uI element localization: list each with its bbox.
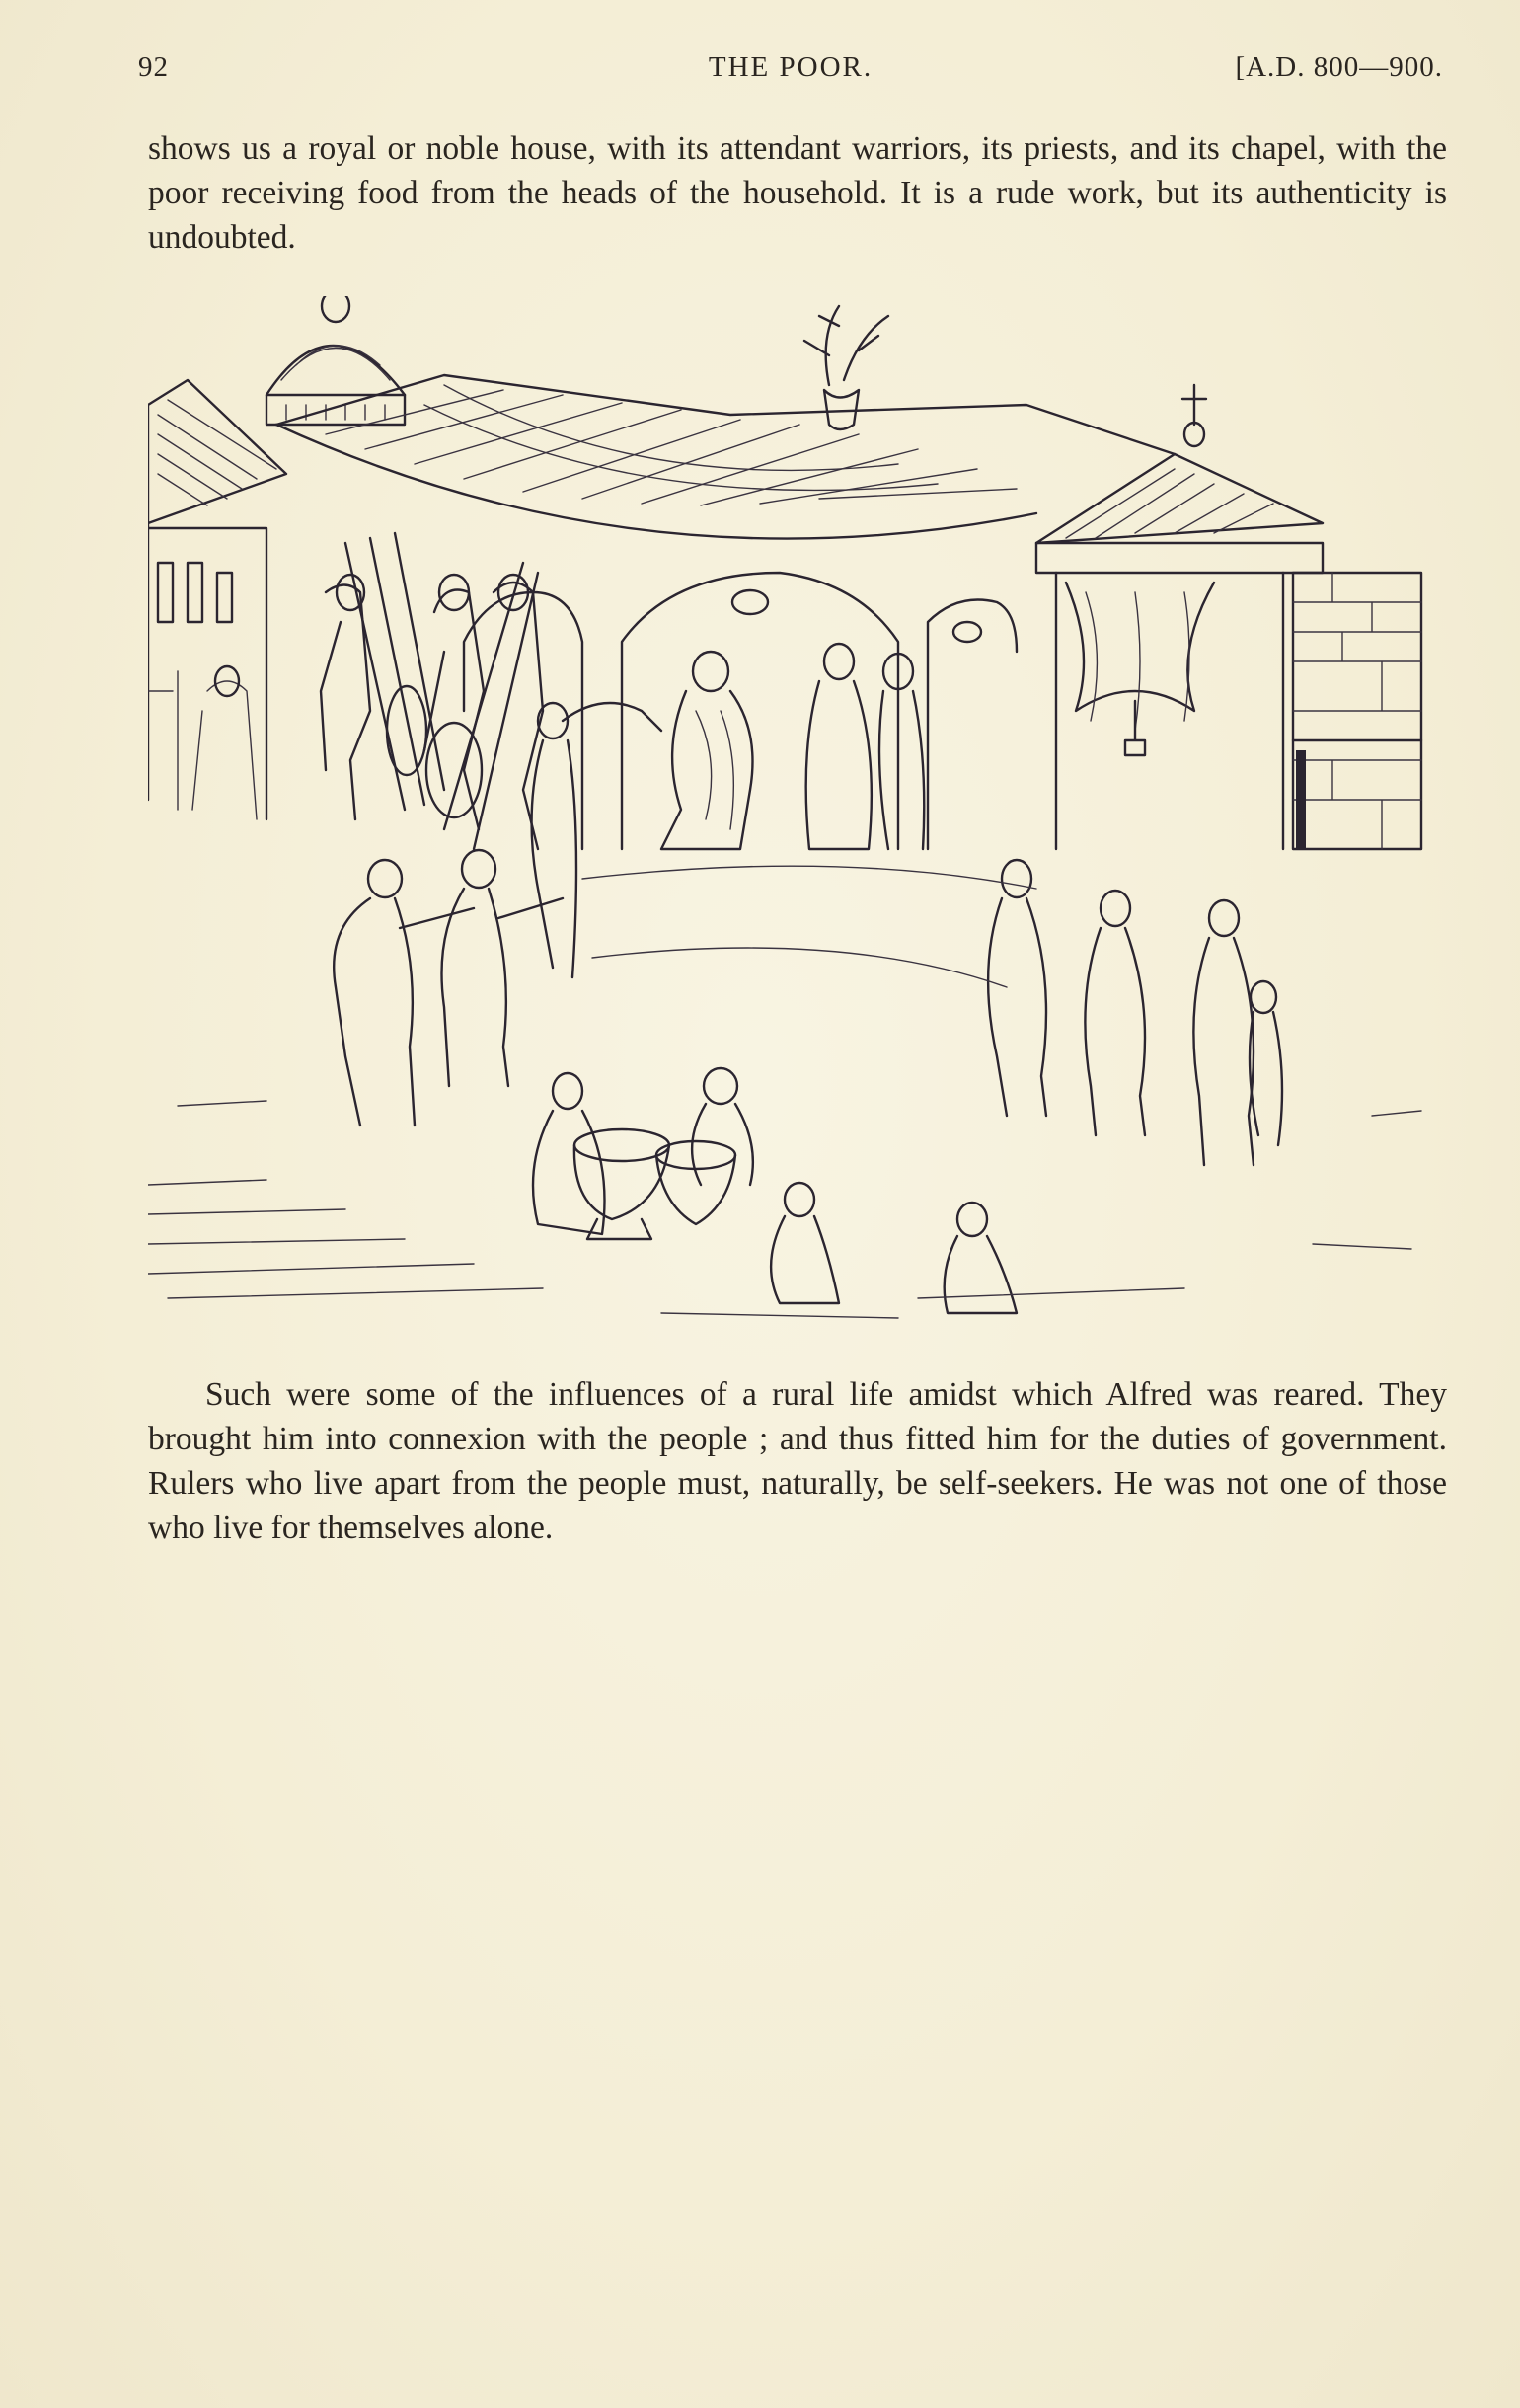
paragraph-bottom: Such were some of the influences of a rural life amidst which Alfred was reared. They brought him into connexion with the people ; and thus fitted him for the duties of government. Rulers who live apart from the people must, naturally, be self-seekers. He was not one of those who live for themselves alone. (148, 1376, 1447, 1546)
poor-figures-left (334, 850, 563, 1126)
chapel (1036, 385, 1421, 849)
page-number: 92 (138, 51, 169, 83)
running-title: THE POOR. (708, 51, 874, 83)
left-roof (148, 380, 286, 819)
food-pots-group (533, 1068, 1017, 1313)
engraving-illustration (148, 296, 1447, 1333)
central-roof (276, 306, 1175, 539)
date-range: [A.D. 800—900. (1235, 51, 1443, 83)
domed-tower (266, 296, 405, 425)
running-head (138, 51, 1443, 91)
warriors-group (192, 533, 543, 849)
paragraph-top: shows us a royal or noble house, with its attendant warriors, its priests, and its chapel, with the poor receiving food from the heads of the household. It is a rude work, but its authenticity is undoubted. (148, 130, 1447, 256)
central-arches (464, 573, 1017, 849)
household-heads-group (532, 644, 925, 977)
household-scene-engraving (148, 296, 1447, 1333)
poor-figures-right (988, 860, 1282, 1165)
